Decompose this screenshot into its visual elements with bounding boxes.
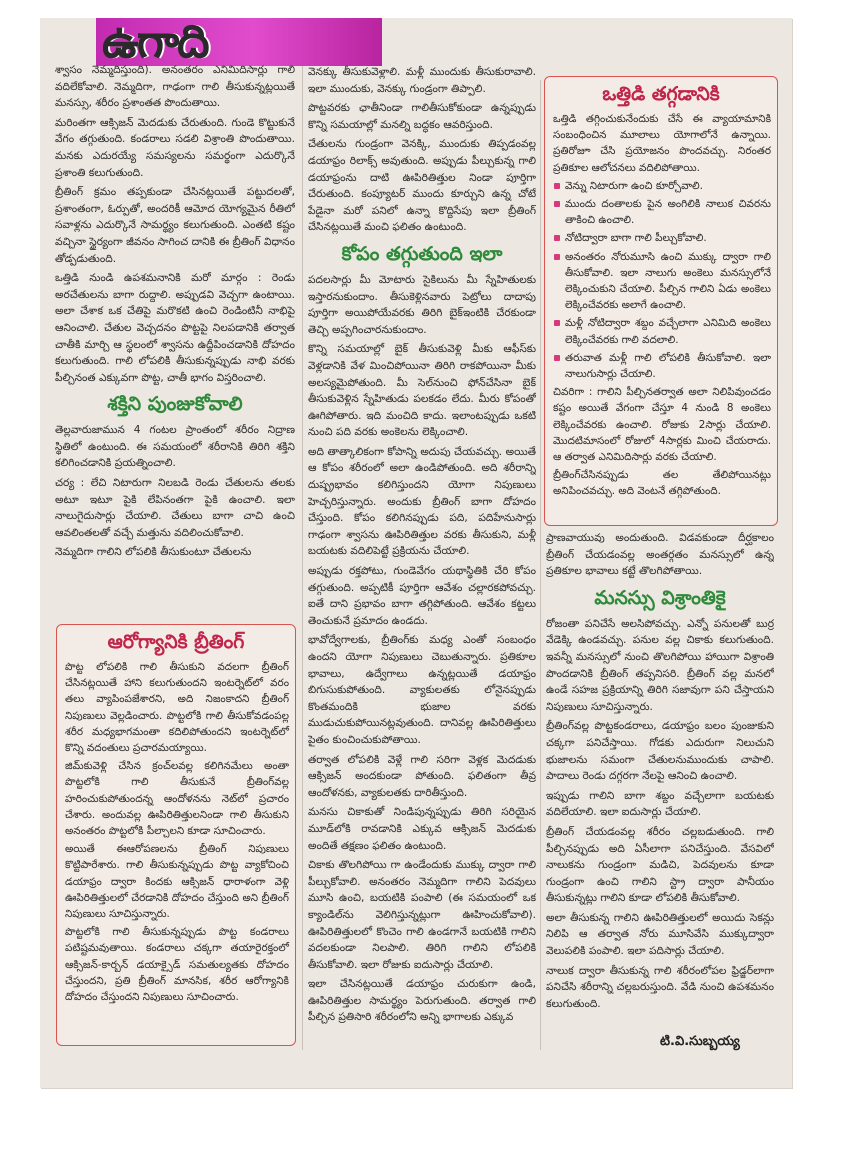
box-breathing-for-health: [56, 624, 296, 1046]
paragraph: పొట్టలోకి గాలి తీసుకున్నప్పుడు పొట్ట కండరాలు పటిష్టమవుతాయి. కండరాలు చక్కగా తయారైరక్తంలో ఆక్సిజన్-కార్బన్ డయాక్సైడ్ సమతుల్యతకు దోహదం చేస్తుందని, ప్రతి బ్రీతింగ్ మానసిక, శరీర ఆరోగ్యానికి దోహదం చేస్తుందని నిపుణులు సూచించారు.: [65, 926, 289, 1004]
paragraph: నాలుక ద్వారా తీసుకున్న గాలి శరీరంలోపల ఫ్రిడ్జర్‌లాగా పనిచేసి శరీరాన్ని చల్లబరుస్తుంది. వేడి నుంచి ఉపశమనం కలుగుతుంది.: [546, 964, 774, 1010]
column-divider: [302, 66, 303, 1050]
masthead-title: ఉగాది: [102, 18, 208, 66]
list-item: నోటిద్వారా బాగా గాలి పీల్చుకోవాలి.: [553, 230, 771, 246]
paragraph: ఒత్తిడి తగ్గించుకునేందుకు చేసే ఈ వ్యాయామానికి సంబంధించిన మూలాలు యోగాలోనే ఉన్నాయి. ప్రతిరోజూ చేసి ప్రయోజనం పొందవచ్చు. నిరంతర ప్రతికూల ఆలోచనలు వదిలిపోతాయి.: [553, 113, 771, 174]
box-title: ఆరోగ్యానికి బ్రీతింగ్: [107, 631, 245, 653]
paragraph: తెల్లవారుజామున 4 గంటల ప్రాంతంలో శరీరం నిద్రాణ స్థితిలో ఉంటుంది. ఈ సమయంలో శరీరానికి తిరిగి శక్తిని కలిగించడానికి ప్రయత్నించాలి.: [55, 424, 295, 470]
list-item: మళ్లీ నోటిద్వారా శబ్దం వచ్చేలాగా ఎనిమిది అంకెలు లెక్కించేవరకు గాలి వదలాలి.: [553, 315, 771, 347]
column-1: [55, 62, 295, 620]
paragraph: చివరిగా : గాలిని పీల్చినతర్వాత అలా నిలిపివుంచడం కష్టం అయితే వేగంగా చేస్తూ 4 నుండి 8 అంకెలు లెక్కించేవరకు ఉంచాలి. రోజుకు 2సార్లు చేయాలి. మొదటిమాసంలో రోజులో 4సార్లకు మించి చేయరాదు. ఆ తర్వాత ఎనిమిదిసార్లు వరకు చేయాలి.: [553, 386, 771, 464]
paragraph: పొట్టవరకు ఛాతీనిండా గాలితీసుకోకుండా ఉన్నప్పుడు కొన్ని సమయాల్లో మనల్ని బద్ధకం ఆవరిస్తుంది.: [308, 102, 536, 131]
box-title: ఒత్తిడి తగ్గడానికి: [602, 83, 720, 105]
paragraph: పదలసార్లు మీ మోటారు సైకిలును మీ స్నేహితులకు ఇస్తారనుకుందాం. తీసుకెళ్లినవారు పెట్రోలు దాదాపు పూర్తిగా అయిపోయేవరకు తిరిగి బైక్‌ఇంటికి చేరకుండా తెచ్చి అప్పగించారనుకుందాం.: [308, 273, 536, 336]
paragraph: నెమ్మదిగా గాలిని లోపలికి తీసుకుంటూ చేతులను: [55, 546, 252, 559]
paragraph: ఇలా చేసినట్లయితే డయాఫ్రం చురుకుగా ఉండి, ఊపిరితిత్తుల సామర్థ్యం పెరుగుతుంది. తర్వాత గాలి పీల్చిన ప్రతిసారి శరీరంలోని అన్ని భాగాలకు ఎక్కువ: [308, 978, 536, 1024]
section-heading: శక్తిని పుంజుకోవాలి: [107, 393, 243, 416]
paragraph: పొట్ట లోపలికి గాలి తీసుకుని వదలగా బ్రీతింగ్ చేసినట్లయితే హాని కలుగుతుందని ఇంటర్నెట్‌లో వరం తలు వ్యాపింపజేశారని, అది నిజంకాదని బ్రీతింగ్ నిపుణులు వెల్లడించారు. పొట్టలోకి గాలి తీసుకోవడంపల్ల శరీర మధ్యభాగమంతా కదిలిపోతుందని ఇంటర్నెట్‌లో కొన్ని వదంతులు ప్రచారమయ్యాయి.: [65, 661, 289, 755]
paragraph: మరింతగా ఆక్సిజన్ మెదడుకు చేరుతుంది. గుండె కొట్టుకునే వేగం తగ్గుతుంది. కండరాలు సడలి విశ్రాంతి పొందుతాయి. మనకు ఎదురయ్యే సమస్యలను సమర్థంగా ఎదుర్కొనే ప్రశాంతి కలుగుతుంది.: [55, 116, 295, 179]
paragraph: బ్రీతింగ్ క్రమం తప్పకుండా చేసినట్లయితే పట్టుదలతో, ప్రశాంతంగా, ఓర్పుతో, అందరికీ ఆమోద యోగ్యమైన రీతిలో సవాళ్లను ఎదుర్కొనే సామర్థ్యం కలుగుతుంది. ఎంతటి కష్టం వచ్చినా స్థైర్యంగా జీవనం సాగించ దానికి ఈ బ్రీతింగ్ విధానం తోడ్పడుతుంది.: [55, 186, 295, 265]
paragraph: శ్వాసం నెమ్మదిస్తుంది). అనంతరం ఎనిమిదిసార్లు గాలి వదిలేకోవాలి. నెమ్మదిగా, గాఢంగా గాలి తీసుకున్నట్లయితే మనస్సు, శరీరం ప్రశాంతత పొందుతాయి.: [55, 64, 295, 110]
box-reduce-stress: [544, 76, 778, 526]
paragraph: బ్రీతింగ్‌చేసినప్పుడు తల తేలిపోయినట్లు అనిపించవచ్చు. అది వెంటనే తగ్గిపోతుంది.: [553, 469, 771, 498]
column-3: [546, 530, 774, 1030]
paragraph: ఒత్తిడి నుండి ఉపశమనానికి మరో మార్గం : రెండు అరచేతులను బాగా రుద్దాలి. అప్పుడవి వెచ్చగా ఉంటాయి. అలా చేశాక ఒక చేతిపై మరొకటి ఉంచి రెండింటినీ నాభిపై ఆనించాలి. చేతుల వెచ్చదనం పొట్టపై నిలపడానికి తర్వాత చాతీకి మార్చి ఆ స్థలంలో శ్వాసను ఉద్దీపించడానికి దోహదం కలుగుతుంది. గాలి లోపలికి తీసుకున్నప్పుడు నాభి వరకు పీల్చినంత ఎక్కువగా పొట్ట, చాతీ భాగం విస్తరించాలి.: [55, 272, 295, 384]
list-item: ముందు దంతాలకు పైన అంగిలికి నాలుక చివరను తాకించి ఉంచాలి.: [553, 196, 771, 228]
paragraph: బ్రీతింగ్ చేయడంవల్ల శరీరం చల్లబడుతుంది. గాలి పీల్చినప్పుడు అది ఏసీలాగా పనిచేస్తుంది. వేసవిలో నాలుకను గుండ్రంగా మడిచి, పెదవులను కూడా గుండ్రంగా ఉంచి గాలిని స్ట్రా ద్వారా పానీయం తీసుకున్నట్లు గాలిని కూడా లోపలికి తీసుకోవాలి.: [546, 825, 774, 905]
author-byline: టి.వి.సుబ్బయ్య: [660, 1034, 740, 1049]
masthead: [96, 18, 382, 66]
paragraph: అలా తీసుకున్న గాలిని ఊపిరితిత్తులలో అయిదు సెకన్లు నిలిపి ఆ తర్వాత నోరు మూసివేసి ముక్కుద్వారా వెలుపలికి పంపాలి. ఇలా పదిసార్లు చేయాలి.: [546, 911, 774, 958]
paragraph: కొన్ని సమయాల్లో బైక్ తీసుకువెళ్లి మీకు ఆఫీస్‌కు వెళ్లడానికి వేళ మించిపోయినా తిరిగి రాకపోయినా మీకు అలస్యమైపోతుంది. మీ సెల్‌నుంచి ఫోన్‌చేసినా బైక్ తీసుకువెళ్లిన స్నేహితుడు పలకడం లేదు. మీరు కోపంతో ఊగిపోతారు. ఇది మంచిది కాదు. ఇలాంటప్పుడు ఒకటి నుంచి పది వరకు అంకెలను లెక్కించాలి.: [308, 343, 536, 439]
steps-list: [553, 178, 771, 382]
section-heading: మనస్సు విశ్రాంతికై: [594, 586, 726, 609]
paragraph: వెనక్కు తీసుకువెళ్లాలి. మళ్లీ ముందుకు తీసుకురావాలి. ఇలా ముందుకు, వెనక్కు గుండ్రంగా తిప్పాలి.: [308, 66, 536, 95]
paragraph: రోజంతా పనిచేసే అలసిపోవచ్చు. ఎన్నో పనులతో బుర్ర వేడెక్కి ఉండవచ్చు. పనుల వల్ల చికాకు కలుగుతుంది. ఇవన్నీ మనస్సులో నుంచి తొలగిపోయి హాయిగా విశ్రాంతి పొందడానికి బ్రీతింగ్ తప్పనిసరి. బ్రీతింగ్ వల్ల మనలో ఉండే సహజ ప్రక్రియాన్ని తిరిగి సజావుగా పని చేస్తాయని నిపుణులు సూచిస్తున్నారు.: [546, 617, 774, 713]
paragraph: తర్వాత లోపలికి వెళ్లే గాలి సరిగా వెళ్లక మెదడుకు ఆక్సిజన్ అందకుండా పోతుంది. ఫలితంగా తీవ్ర ఆందోళనకు, వ్యాకులతకు దారితీస్తుంది.: [308, 753, 536, 799]
paragraph: ఇప్పుడు గాలిని బాగా శబ్దం వచ్చేలాగా బయటకు వదిలేయాలి. ఇలా ఐదుసార్లు చేయాలి.: [546, 789, 774, 819]
paragraph: చేతులను గుండ్రంగా వెనక్కి, ముందుకు తిప్పడంవల్ల డయాఫ్రం రిలాక్స్ అవుతుంది. అప్పుడు పీల్చుకున్న గాలి డయాఫ్రంను దాటి ఊపిరితిత్తుల నిండా పూర్తిగా చేరుతుంది. కంప్యూటర్ ముందు కూర్చుని ఉన్న చోటే పేడైనా మరో పనిలో ఉన్నా కొద్దిసేపు ఇలా బ్రీతింగ్ చేసినట్లయితే మంచి ఫలితం ఉంటుంది.: [308, 138, 536, 234]
paragraph: అప్పుడు రక్తపోటు, గుండెవేగం యథాస్థితికి చేరి కోపం తగ్గుతుంది. అప్పటికీ పూర్తిగా ఆవేశం చల్లారకపోవచ్చు. ఐతే దాని ప్రభావం బాగా తగ్గిపోతుంది. ఆవేశం కట్టలు తెంచుకునే ప్రమాదం ఉండదు.: [308, 565, 536, 627]
paragraph: ప్రాణవాయువు అందుతుంది. విడవకుండా దీర్ఘకాలం బ్రీతింగ్ చేయడంవల్ల అంతర్గతం మనస్సులో ఉన్న ప్రతికూల భావాలు కట్టే తొలగిపోతాయి.: [546, 532, 774, 578]
list-item: వెన్ను నిటారుగా ఉంచి కూర్చోవాలి.: [553, 178, 771, 194]
paragraph: మనసు చికాకుతో నిండిపున్నప్పుడు తిరిగి సరియైన మూడ్‌లోకి రావడానికి ఎక్కువ ఆక్సిజన్ మెదడుకు అందితే తక్షణం ఫలితం ఉంటుంది.: [308, 806, 536, 852]
paragraph: బ్రీతింగ్‌వల్ల పొట్టకండరాలు, డయాఫ్రం బలం పుంజుకుని చక్కగా పనిచేస్తాయి. గోడకు ఎదురుగా నిలుచుని భుజాలను సమంగా చేతులనుముందుకు చాపాలి. పాదాలు రెండు దగ్గరగా నేలపై ఆనించి ఉంచాలి.: [546, 720, 774, 783]
column-2: [308, 64, 536, 1054]
paragraph: భావోద్వేగాలకు, బ్రీతింగ్‌కు మధ్య ఎంతో సంబంధం ఉందని యోగా నిపుణులు చెబుతున్నారు. ప్రతికూల భావాలు, ఉద్వేగాలు ఉన్నట్లయితే డయాఫ్రం బిగుసుకుపోతుంది. వ్యాకులతకు లోనైనప్పుడు కొంతమందికి భుజాల వరకు ముడుచుకుపోయినట్లవుతుంది. దానివల్ల ఊపిరితిత్తులు పైతం కుంచించుకుపోతాయి.: [308, 634, 536, 746]
section-heading: కోపం తగ్గుతుంది ఇలా: [341, 242, 503, 265]
paragraph: జిమ్‌కువెళ్లి చేసిన క్రంచ్‌లవల్ల కలిగినమేలు అంతా పొట్టలోకి గాలి తీసుకునే బ్రీతింగ్‌వల్ల హరించుకుపోతుందన్న ఆందోళనను నెట్‌లో ప్రచారం చేశారు. అందువల్ల ఊపిరితిత్తులనిండా గాలి తీసుకుని అనంతరం పొట్టలోకి పీల్చాలని కూడా సూచించారు.: [65, 760, 289, 838]
paragraph: అయితే ఈఆరోపణలను బ్రీతింగ్ నిపుణులు కొట్టిపారేశారు. గాలి తీసుకున్నప్పుడు పొట్ట వ్యాకోచించి డయాఫ్రం ద్వారా కిందకు ఆక్సిజన్ ధారాళంగా వెళ్లి ఊపిరితిత్తులలో చేరడానికి దోహదం చేస్తుంది అని బ్రీతింగ్ నిపుణులు సూచిస్తున్నారు.: [65, 843, 289, 921]
paragraph: చర్య : లేచి నిటారుగా నిలబడి రెండు చేతులను తలకు అటూ ఇటూ పైకి లేపినంతగా పైకి ఉంచాలి. ఇలా నాలుగైదుసార్లు చేయాలి. చేతులు బాగా చాచి ఉంచి ఆవలింతలతో వచ్చే మత్తును వదిలించుకోవాలి.: [55, 477, 295, 539]
column-divider: [540, 80, 541, 1050]
paragraph: అది తాత్కాలికంగా కోపాన్ని అదుపు చేయవచ్చు. అయితే ఆ కోపం శరీరంలో అలా ఉండిపోతుంది. అది శరీరాన్ని దుష్ప్రభావం కలిగిస్తుందని యోగా నిపుణులు హెచ్చరిస్తున్నారు. అందుకు బ్రీతింగ్ బాగా దోహదం చేస్తుంది. కోపం కలిగినప్పుడు పది, పదిహేనుసార్లు గాఢంగా శ్వాసను ఊపిరితిత్తుల వరకు తీసుకుని, మళ్లీ బయటకు వదిలిపెట్టే ప్రక్రియను చేయాలి.: [308, 445, 536, 558]
list-item: అనంతరం నోరుమూసి ఉంచి ముక్కు ద్వారా గాలి తీసుకోవాలి. ఇలా నాలుగు అంకెలు మనస్సులోనే లెక్కించుకుని చేయాలి. పీల్చిన గాలిని ఏడు అంకెలు లెక్కించేవరకు అలాగే ఉంచాలి.: [553, 249, 771, 314]
paragraph: చికాకు తొలగిపోయి గా ఉండేందుకు ముక్కు ద్వారా గాలి పీల్చుకోవాలి. అనంతరం నెమ్మదిగా గాలిని పెదవులు మూసి ఉంచి, బయటికి పంపాలి (ఈ సమయంలో ఒక క్యాండిల్‌ను వెలిగిస్తున్నట్లుగా ఊహించుకోవాలి). ఊపిరితిత్తులలో కొంచెం గాలి ఉండగానే బయటికి గాలిని వదలకుండా నిలపాలి. తిరిగి గాలిని లోపలికి తీసుకోవాలి. ఇలా రోజుకు ఐదుసార్లు చేయాలి.: [308, 859, 536, 971]
list-item: తరువాత మళ్లీ గాలి లోపలికి తీసుకోవాలి. ఇలా నాలుగుసార్లు చేయాలి.: [553, 350, 771, 382]
